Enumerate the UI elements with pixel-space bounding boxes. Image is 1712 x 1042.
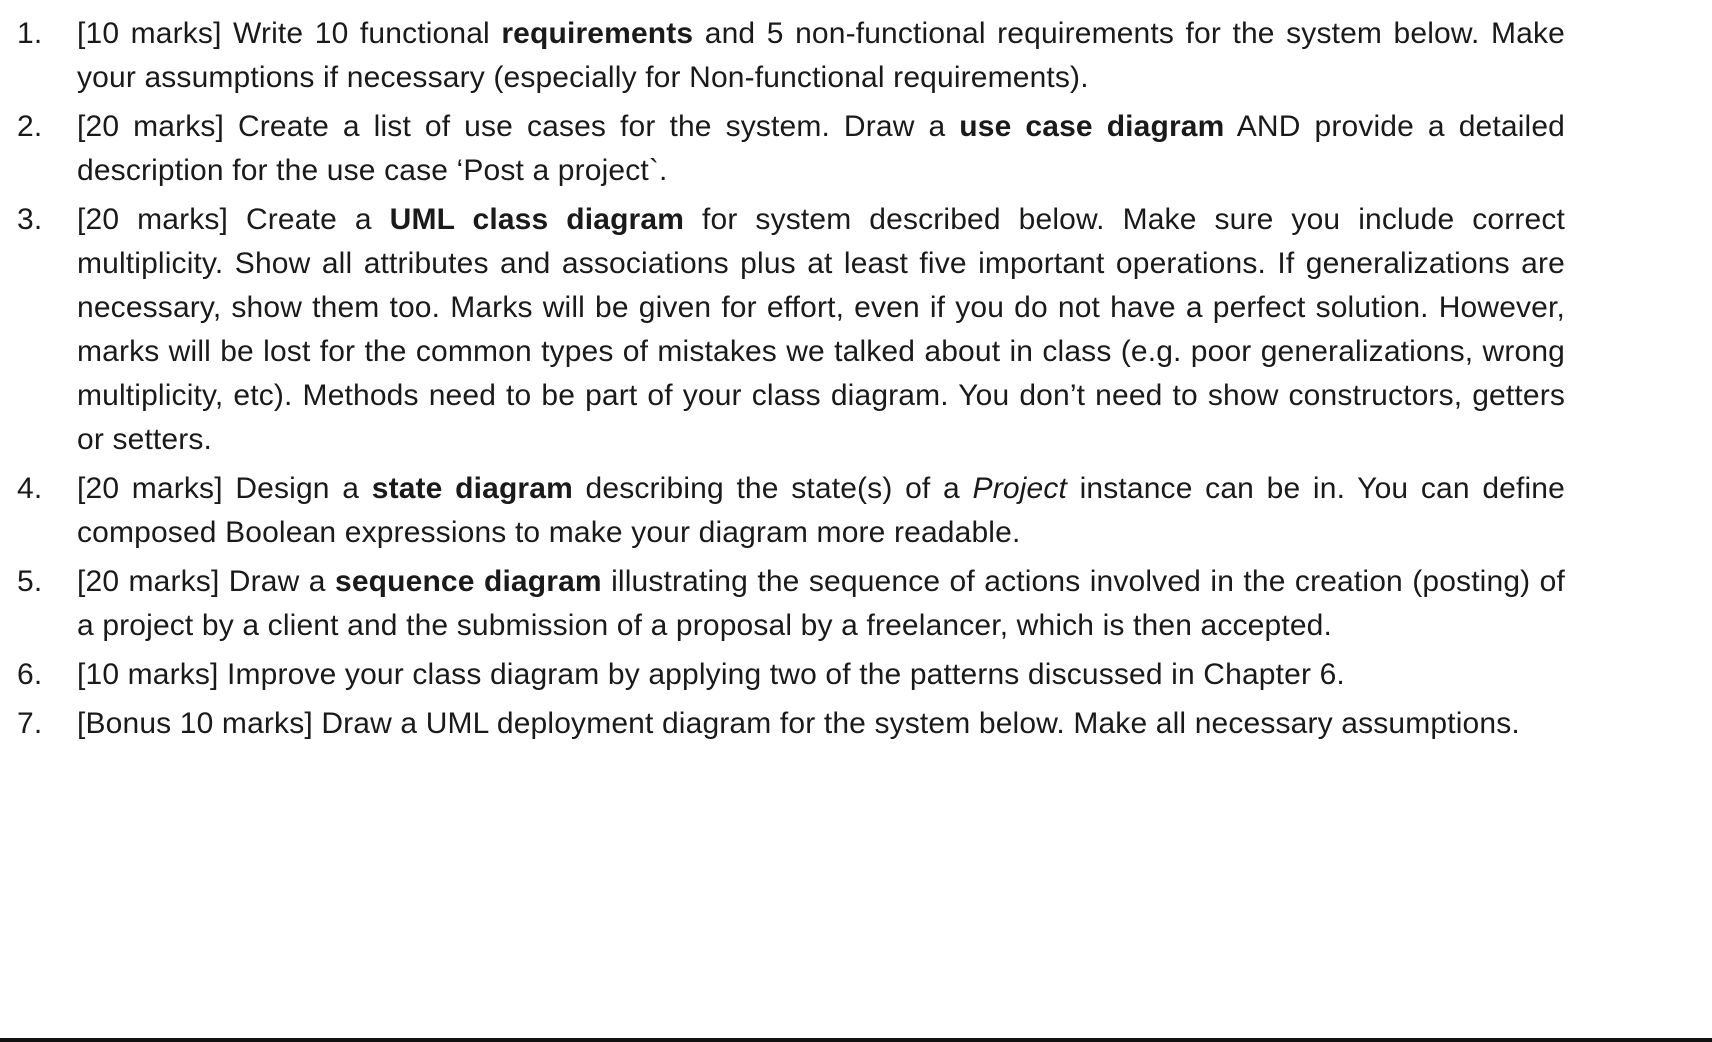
question-item <box>0 653 1565 697</box>
question-list <box>0 12 1712 751</box>
question-item <box>0 198 1565 462</box>
question-number: 6. <box>17 658 43 691</box>
question-number: 2. <box>17 110 43 143</box>
emphasis-italic: Project <box>972 472 1067 505</box>
question-text: [20 marks] Design a state diagram describing the state(s) of a Project instance can be in. You can define composed Boolean expressions to make your diagram more readable. <box>77 472 1565 549</box>
question-item <box>0 105 1565 193</box>
question-number: 5. <box>17 565 43 598</box>
emphasis-bold: state diagram <box>371 472 573 505</box>
question-item <box>0 702 1565 746</box>
question-number: 3. <box>17 203 43 236</box>
question-number: 7. <box>17 707 43 740</box>
question-text: [20 marks] Draw a sequence diagram illustrating the sequence of actions involved in the creation (posting) of a project by a client and the submission of a proposal by a freelancer, which is then accepted. <box>77 565 1565 642</box>
question-item <box>0 12 1565 100</box>
emphasis-bold: use case diagram <box>959 110 1225 143</box>
question-item <box>0 560 1565 648</box>
bottom-divider <box>0 1038 1712 1042</box>
question-text: [Bonus 10 marks] Draw a UML deployment diagram for the system below. Make all necessary assumptions. <box>77 707 1520 740</box>
question-text: [20 marks] Create a UML class diagram for system described below. Make sure you include correct multiplicity. Show all attributes and associations plus at least five important operations. If generalizations are necessary, show them too. Marks will be given for effort, even if you do not have a perfect solution. However, marks will be lost for the common types of mistakes we talked about in class (e.g. poor generalizations, wrong multiplicity, etc). Methods need to be part of your class diagram. You don’t need to show constructors, getters or setters. <box>77 203 1566 456</box>
question-number: 4. <box>17 472 43 505</box>
emphasis-bold: sequence diagram <box>335 565 602 598</box>
emphasis-bold: requirements <box>501 17 694 50</box>
question-item <box>0 467 1565 555</box>
question-number: 1. <box>17 17 43 50</box>
question-text: [20 marks] Create a list of use cases for the system. Draw a use case diagram AND provide a detailed description for the use case ‘Post a project`. <box>77 110 1566 187</box>
question-text: [10 marks] Write 10 functional requirements and 5 non-functional requirements for the system below. Make your assumptions if necessary (especially for Non-functional requirements). <box>77 17 1565 94</box>
emphasis-bold: UML class diagram <box>389 203 685 236</box>
question-text: [10 marks] Improve your class diagram by applying two of the patterns discussed in Chapter 6. <box>77 658 1345 691</box>
